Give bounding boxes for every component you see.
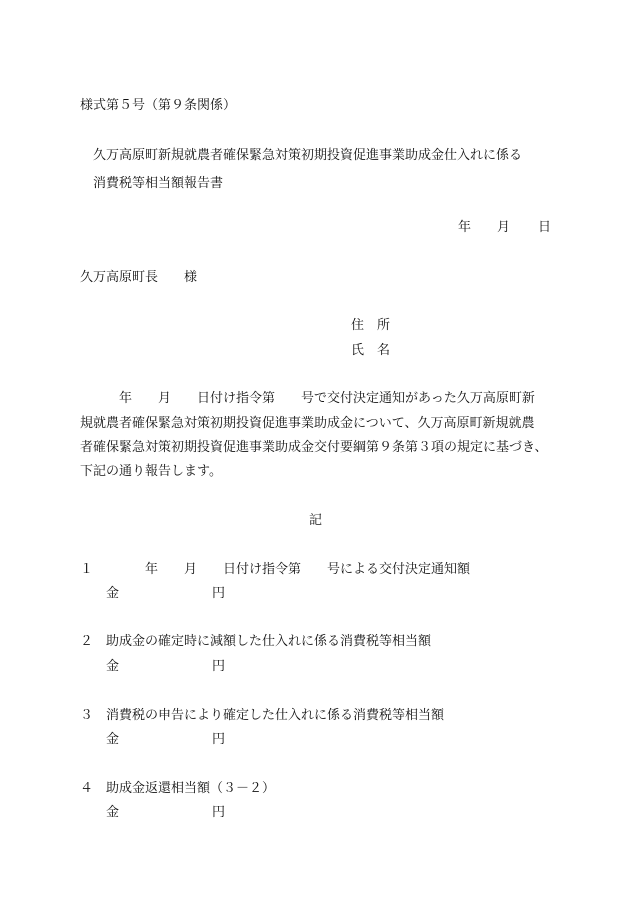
title-line-1: 久万高原町新規就農者確保緊急対策初期投資促進事業助成金仕入れに係る — [93, 148, 523, 163]
address-label: 住 所 — [351, 318, 391, 333]
amount-prefix: 金 — [106, 732, 120, 747]
name-label: 氏 名 — [351, 343, 391, 358]
addressee: 久万高原町長 様 — [80, 270, 198, 285]
ki-heading: 記 — [309, 513, 323, 528]
body-line-1: 年 月 日付け指令第 号で交付決定通知があった久万高原町新 — [80, 391, 535, 406]
amount-prefix: 金 — [106, 586, 120, 601]
body-line-2: 規就農者確保緊急対策初期投資促進事業助成金について、久万高原町新規就農 — [80, 416, 535, 431]
body-line-4: 下記の通り報告します。 — [80, 464, 222, 479]
amount-suffix: 円 — [212, 805, 226, 820]
item-text: 年 月 日付け指令第 号による交付決定通知額 — [106, 562, 471, 577]
date-day: 日 — [538, 220, 552, 235]
body-line-3: 者確保緊急対策初期投資促進事業助成金交付要綱第９条第３項の規定に基づき、 — [80, 440, 548, 455]
item-number: ２ — [80, 634, 94, 649]
amount-suffix: 円 — [212, 659, 226, 674]
item-number: ４ — [80, 781, 94, 796]
amount-prefix: 金 — [106, 805, 120, 820]
amount-suffix: 円 — [212, 732, 226, 747]
date-year: 年 — [458, 220, 472, 235]
form-label: 様式第５号（第９条関係） — [80, 98, 237, 113]
date-month: 月 — [497, 220, 511, 235]
item-number: １ — [80, 562, 94, 577]
title-line-2: 消費税等相当額報告書 — [93, 176, 224, 191]
item-text: 助成金の確定時に減額した仕入れに係る消費税等相当額 — [106, 634, 432, 649]
item-number: ３ — [80, 708, 94, 723]
amount-suffix: 円 — [212, 586, 226, 601]
item-text: 消費税の申告により確定した仕入れに係る消費税等相当額 — [106, 708, 445, 723]
amount-prefix: 金 — [106, 659, 120, 674]
item-text: 助成金返還相当額（３－２） — [106, 781, 276, 796]
